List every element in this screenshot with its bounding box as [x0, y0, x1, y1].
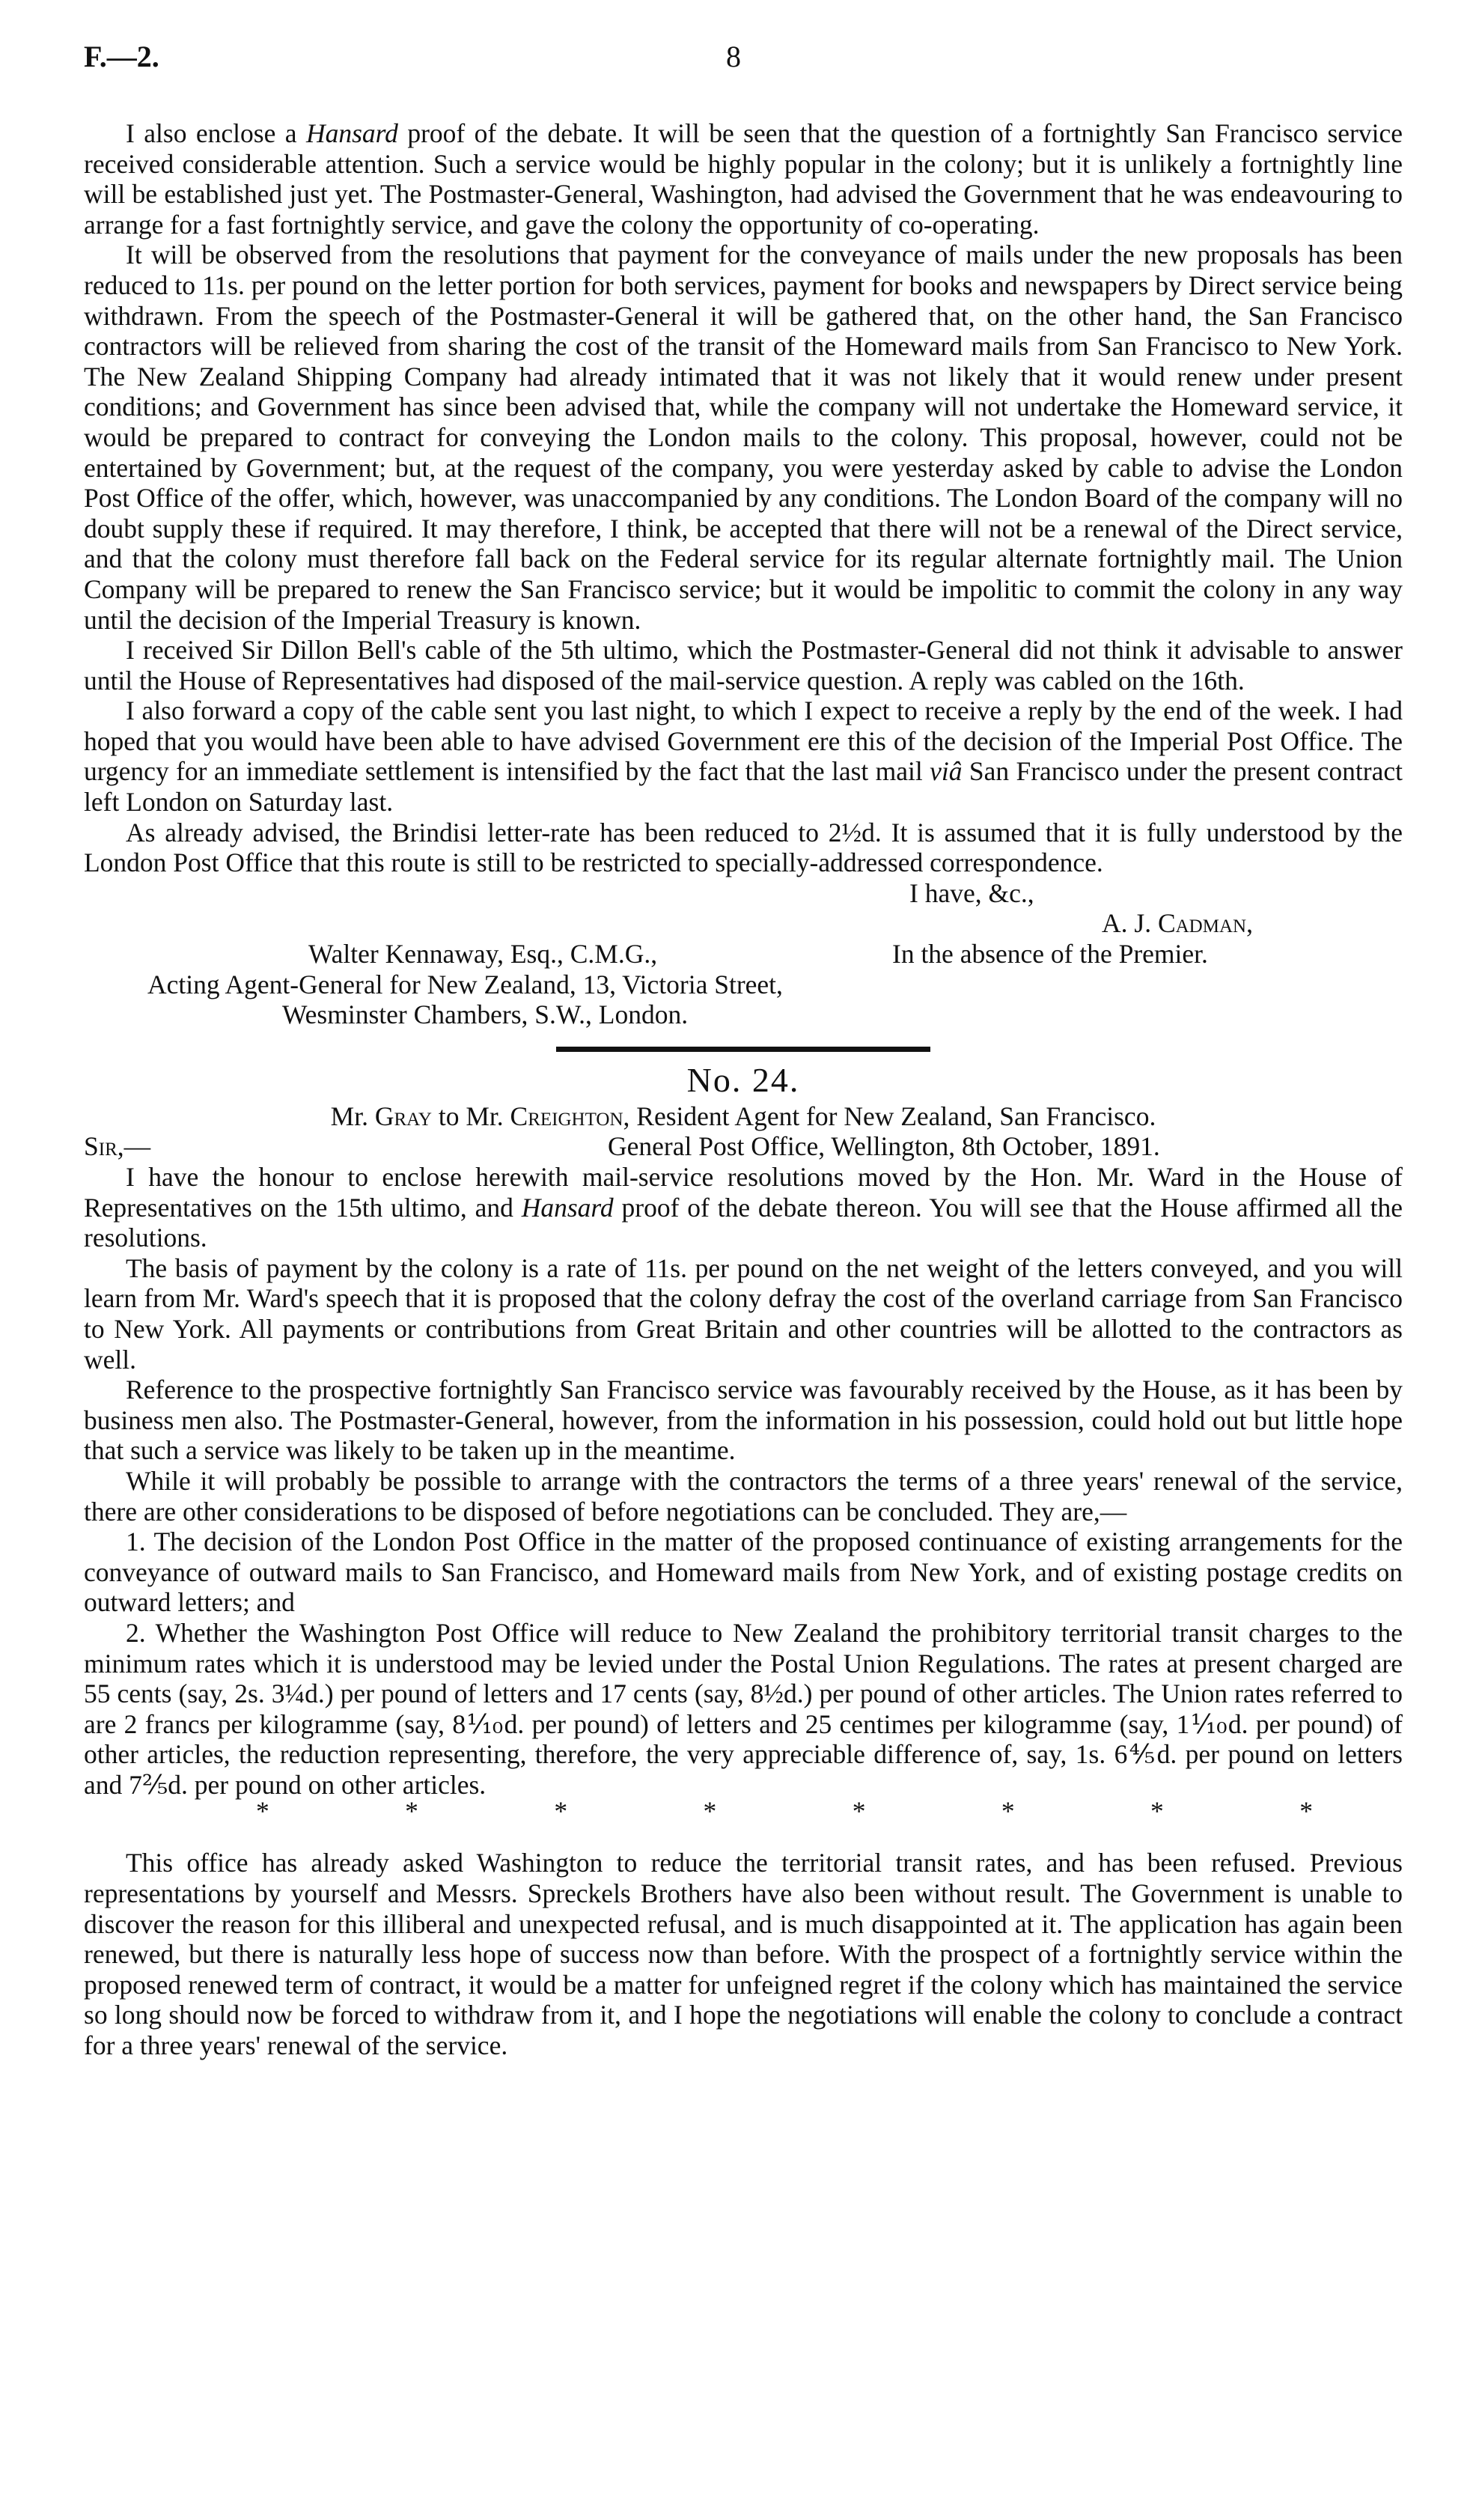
letter-24-final-paragraph	[84, 1848, 1403, 2060]
paragraph	[84, 818, 1403, 878]
subtitle-text: to Mr.	[431, 1101, 510, 1131]
section-divider	[556, 1047, 930, 1052]
text: As already advised, the Brindisi letter-rate has been reduced to 2½d. It is assumed that it is fully understood by the London Post Office that this route is still to be restricted to specially-addressed correspondence.	[84, 817, 1403, 878]
star-mark: *	[1299, 1796, 1313, 1827]
paragraph	[84, 1162, 1403, 1253]
star-mark: *	[703, 1796, 717, 1827]
subtitle-text: Mr.	[330, 1101, 375, 1131]
text: I also forward a copy of the cable sent you last night, to which I expect to receive a reply by the end of the week. I had hoped that you would have been able to have advised Government ere this of the decision of the Imperial Post Office. The urgency for an immediate settlement is intensified by the fact that the last mail	[84, 696, 1403, 787]
addressee-line-2	[84, 970, 1403, 1000]
text: I received Sir Dillon Bell's cable of the 5th ultimo, which the Postmaster-General did not think it advisable to answer until the House of Representatives had disposed of the mail-service question. A reply was cabled on the 16th.	[84, 635, 1403, 696]
paragraph	[84, 118, 1403, 240]
star-mark: *	[1150, 1796, 1164, 1827]
star-mark: *	[405, 1796, 418, 1827]
text: It will be observed from the resolutions that payment for the conveyance of mails under the new proposals has been reduced to 11s. per pound on the letter portion for both services, payment for books and newspapers by Direct service being withdrawn. From the speech of the Postmaster-General it will be gathered that, on the other hand, the San Francisco contractors will be relieved from sharing the cost of the transit of the Homeward mails from San Francisco to New York. The New Zealand Shipping Company had already intimated that it was not likely that it would renew under present conditions; and Government has since been advised that, while the company will not undertake the Homeward service, it would be prepared to contract for conveying the London mails to the colony. This proposal, however, could not be entertained by Government; but, at the request of the company, you were yesterday asked by cable to advise the London Post Office of the offer, which, however, was unaccompanied by any conditions. The London Board of the company will no doubt supply these if required. It may therefore, I think, be accepted that there will not be a renewal of the Direct service, and that the colony must therefore fall back on the Federal service for its regular alternate fortnightly mail. The Union Company will be prepared to renew the San Francisco service; but it would be impolitic to commit the colony in any way until the decision of the Imperial Treasury is known.	[84, 240, 1403, 635]
text: 2. Whether the Washington Post Office will reduce to New Zealand the prohibitory territorial transit charges to the minimum rates which it is understood may be levied under the Postal Union Regulations. The rates at present charged are 55 cents (say, 2s. 3¼d.) per pound of letters and 17 cents (say, 8½d.) per pound of other articles. The Union rates referred to are 2 francs per kilogramme (say, 8⅒d. per pound) of letters and 25 centimes per kilogramme (say, 1⅒d. per pound) of other articles, the reduction representing, therefore, the very appreciable difference of, say, 1s. 6⅘d. per pound on letters and 7⅖d. per pound on other articles.	[84, 1617, 1403, 1800]
star-mark: *	[1001, 1796, 1015, 1827]
paragraph	[84, 1848, 1403, 2060]
letter-subtitle	[84, 1101, 1403, 1132]
letter-24-body	[84, 1162, 1403, 1800]
subtitle-text: , Resident Agent for New Zealand, San Francisco.	[623, 1101, 1156, 1131]
addressee-name: Walter Kennaway, Esq., C.M.G.,	[308, 939, 658, 970]
italic-text: viâ	[930, 756, 963, 787]
addressee-address: Wesminster Chambers, S.W., London.	[282, 999, 689, 1030]
paragraph	[84, 1375, 1403, 1466]
document-reference: F.—2.	[84, 40, 159, 73]
page-body	[84, 118, 1403, 2061]
page-number: 8	[726, 40, 741, 73]
sender-name: Gray	[374, 1101, 432, 1131]
text: 1. The decision of the London Post Office in the matter of the proposed continuance of existing arrangements for the conveyance of outward mails to San Francisco, and Homeward mails from New York, and of existing postage credits on outward letters; and	[84, 1527, 1403, 1618]
letter-number: No. 24.	[686, 1060, 800, 1099]
recipient-name: Creighton	[510, 1101, 623, 1131]
paragraph	[84, 1466, 1403, 1527]
text: I also enclose a	[126, 118, 306, 148]
text: San Francisco under the present contract left London on Saturday last.	[84, 756, 1403, 818]
signatory-role: In the absence of the Premier.	[892, 939, 1208, 970]
paragraph	[84, 696, 1403, 817]
text: I have the honour to enclose herewith mail-service resolutions moved by the Hon. Mr. Ward in the House of Representatives on the 15th ultimo, and	[84, 1162, 1403, 1223]
text: The basis of payment by the colony is a rate of 11s. per pound on the net weight of the letters conveyed, and you will learn from Mr. Ward's speech that it is proposed that the colony defray the cost of the overland carriage from San Francisco to New York. All payments or contributions from Great Britain and other countries will be allotted to the contractors as well.	[84, 1253, 1403, 1375]
addressee-line-3	[84, 999, 1403, 1030]
paragraph	[84, 635, 1403, 696]
letter-23-body	[84, 118, 1403, 878]
star-mark: *	[256, 1796, 269, 1827]
paragraph	[84, 240, 1403, 635]
dateline: General Post Office, Wellington, 8th October, 1891.	[608, 1131, 1160, 1162]
omission-stars	[84, 1796, 1403, 1830]
text: proof of the debate thereon. You will see that the House affirmed all the resolutions.	[84, 1192, 1403, 1253]
salutation-line	[84, 1131, 1403, 1162]
text: This office has already asked Washington to reduce the territorial transit rates, and has been refused. Previous representations by yourself and Messrs. Spreckels Brothers have also been without result. The Government is unable to discover the reason for this illiberal and unexpected refusal, and is much disappointed at it. The application has again been renewed, but there is naturally less hope of success now than before. With the prospect of a fortnightly service within the proposed renewed term of contract, it would be a matter for unfeigned regret if the colony which has maintained the service so long should now be forced to withdraw from it, and I hope the negotiations will enable the colony to conclude a contract for a three years' renewal of the service.	[84, 1848, 1403, 2061]
paragraph	[84, 1253, 1403, 1375]
salutation: Sir,—	[84, 1131, 151, 1162]
signatory: A. J. Cadman,	[1102, 908, 1253, 939]
paragraph	[84, 1527, 1403, 1618]
text: Reference to the prospective fortnightly San Francisco service was favourably received by the House, as it has been by business men also. The Postmaster-General, however, from the information in his possession, could hold out but little hope that such a service was likely to be taken up in the meantime.	[84, 1375, 1403, 1466]
text: While it will probably be possible to arrange with the contractors the terms of a three years' renewal of the service, there are other considerations to be disposed of before negotiations can be concluded. They are,—	[84, 1465, 1403, 1527]
paragraph	[84, 1618, 1403, 1801]
italic-text: Hansard	[305, 118, 398, 148]
addressee-title: Acting Agent-General for New Zealand, 13, Victoria Street,	[147, 969, 783, 999]
addressee-line-1	[84, 939, 1403, 970]
signature-line	[84, 908, 1403, 939]
text: proof of the debate. It will be seen that the question of a fortnightly San Francisco service received considerable attention. Such a service would be highly popular in the colony; but it is unlikely a fortnightly line will be established just yet. The Postmaster-General, Washington, had advised the Government that he was endeavouring to arrange for a fast fortnightly service, and gave the colony the opportunity of co-operating.	[84, 118, 1403, 240]
closing: I have, &c.,	[909, 877, 1034, 908]
italic-text: Hansard	[521, 1192, 614, 1223]
closing-line	[84, 878, 1403, 909]
star-mark: *	[554, 1796, 568, 1827]
star-mark: *	[852, 1796, 866, 1827]
